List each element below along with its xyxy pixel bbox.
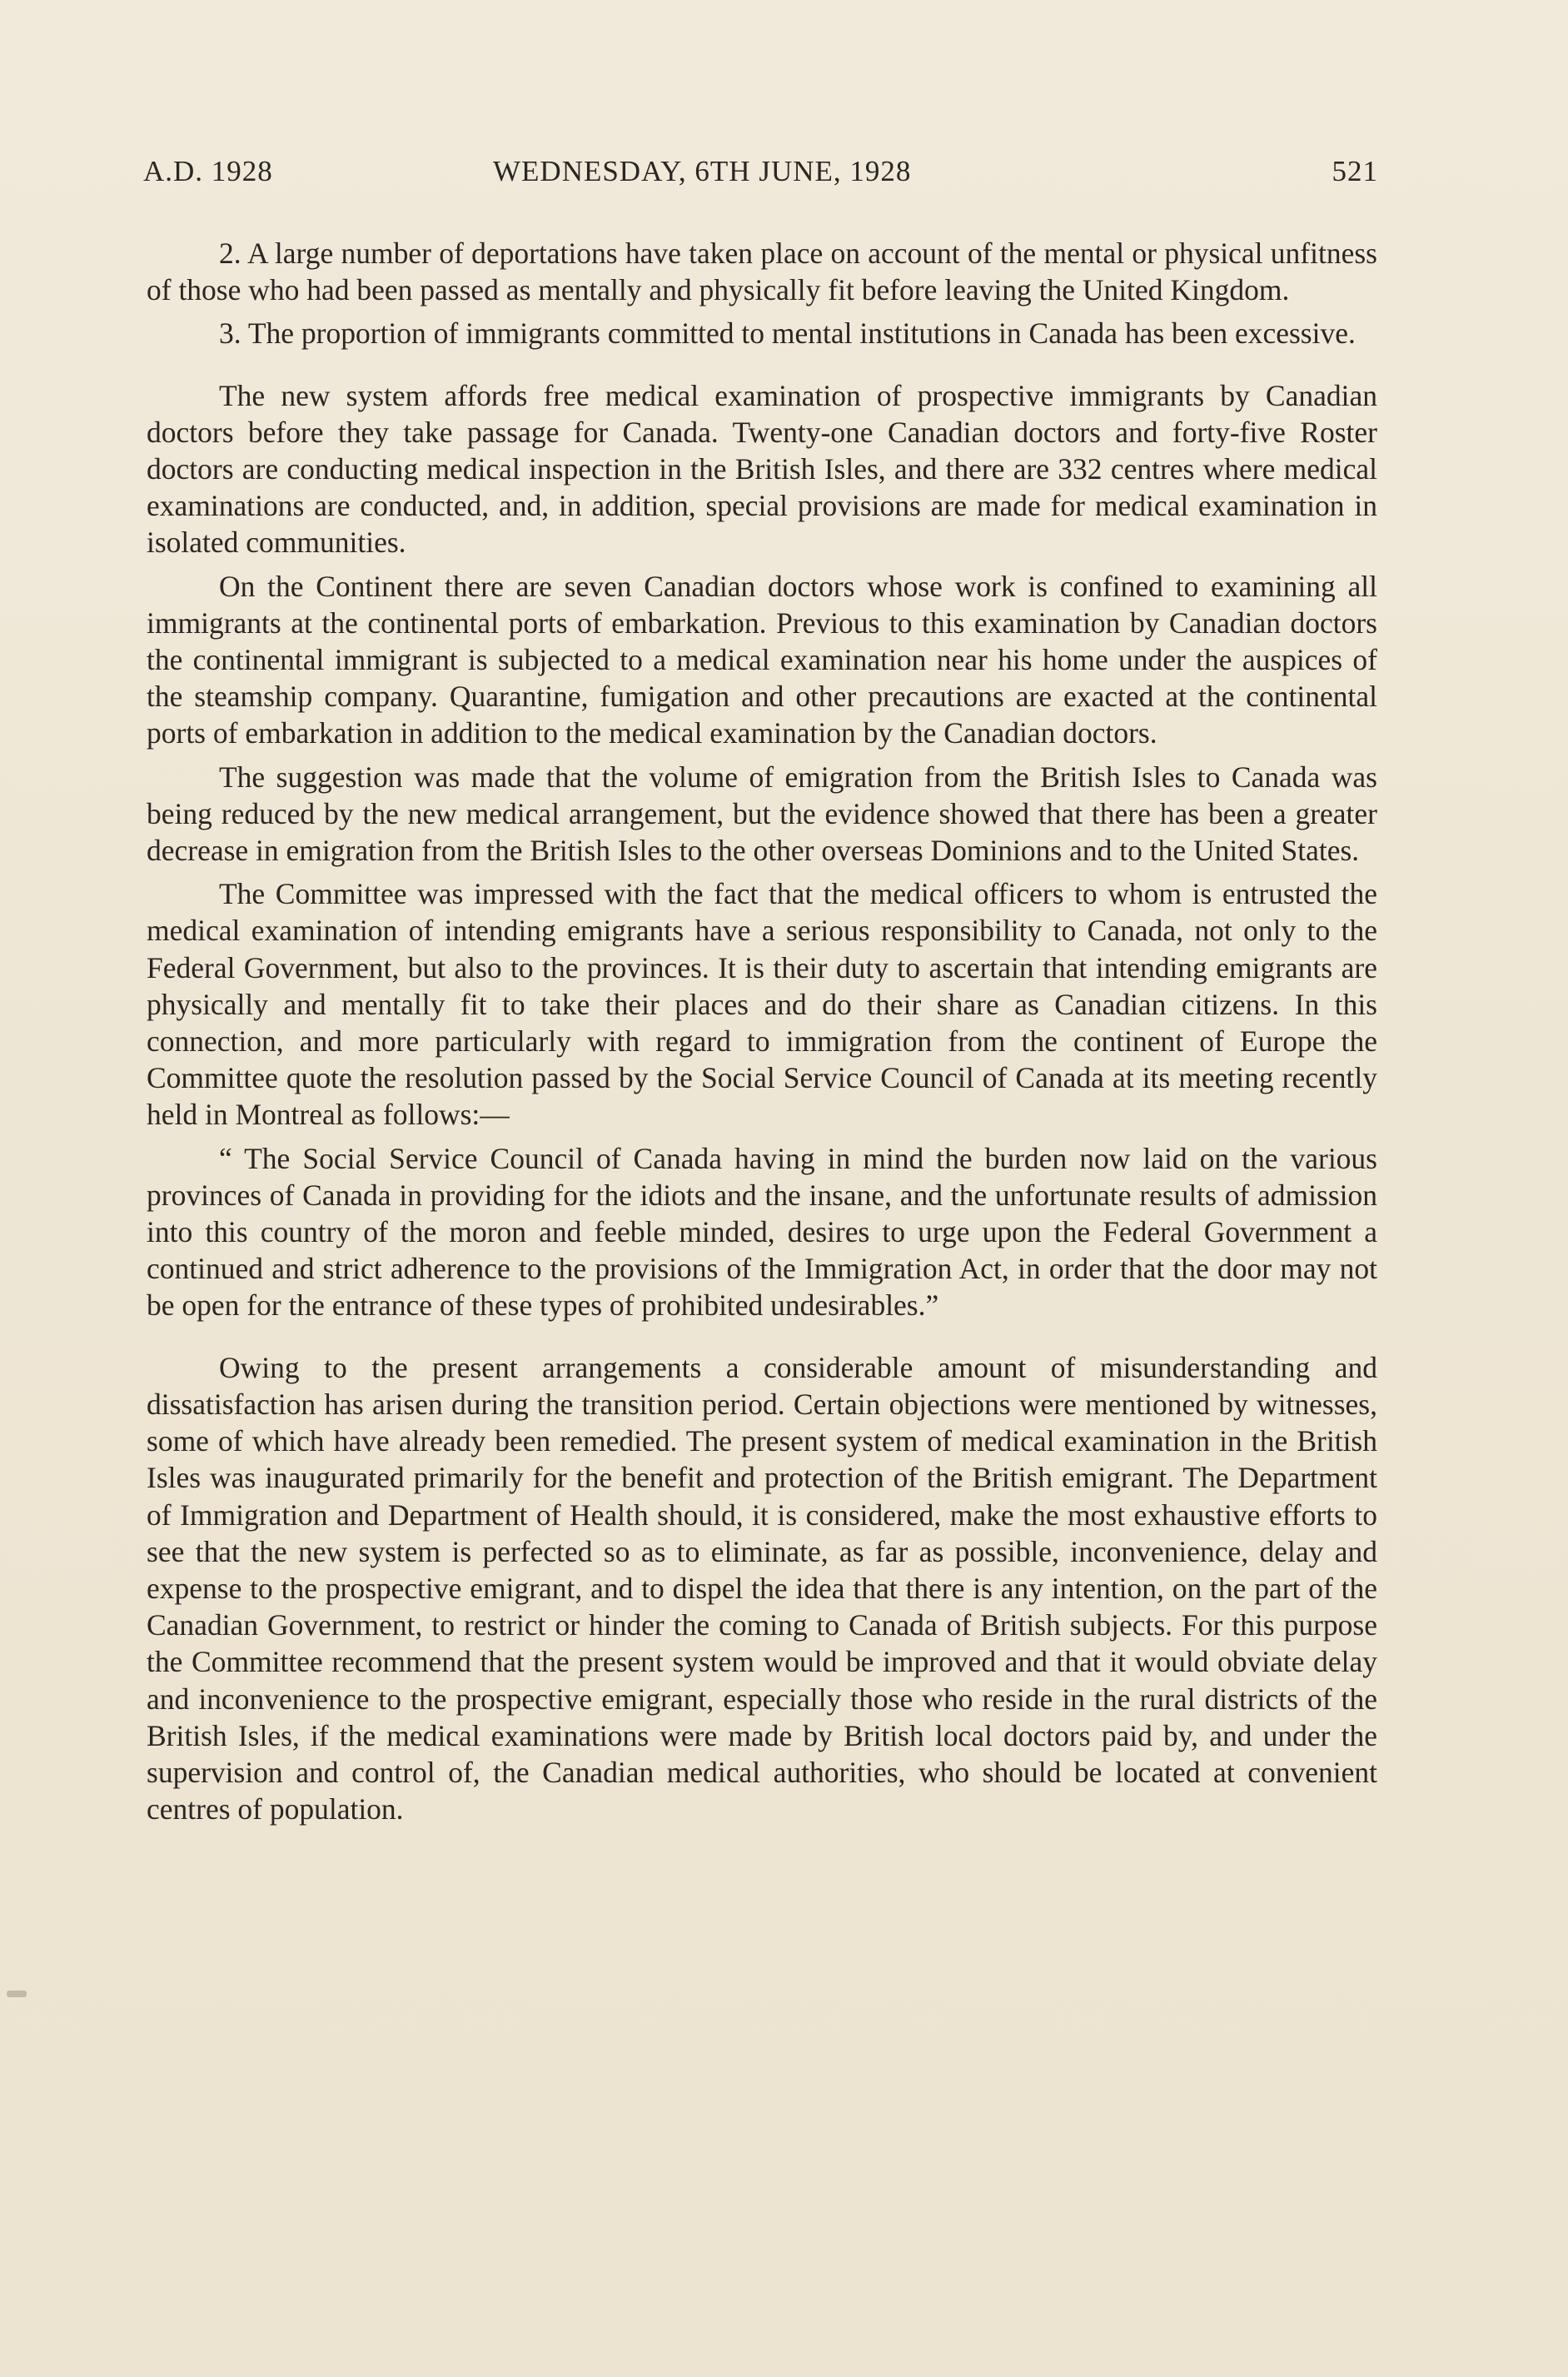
- page-body: [147, 235, 1377, 1834]
- paragraph-new-system: The new system affords free medical examination of prospective immigrants by Canadian doctors before they take passage for Canada. Twenty-one Canadian doctors and forty-five Roster doctors are conducting medical inspection in the British Isles, and there are 332 centres where medical examinations are conducted, and, in addition, special provisions are made for medical examination in isolated communities.: [147, 378, 1377, 560]
- header-year: A.D. 1928: [143, 155, 273, 187]
- paragraph-continent: On the Continent there are seven Canadian doctors whose work is confined to examining all immigrants at the continental ports of embarkation. Previous to this examination by Canadian doctors the continental immigrant is subjected to a medical examination near his home under the auspices of the steamship company. Quarantine, fumigation and other precautions are exacted at the continental ports of embarkation in addition to the medical examination by the Canadian doctors.: [147, 569, 1377, 750]
- paragraph-arrangements: Owing to the present arrangements a considerable amount of misunderstanding and dissatisfaction has arisen during the transition period. Certain objections were mentioned by witnesses, some of which have already been remedied. The present system of medical examination in the British Isles was inaugurated primarily for the benefit and protection of the British emigrant. The Department of Immigration and Department of Health should, it is considered, make the most exhaustive efforts to see that the new system is perfected so as to eliminate, as far as possible, inconvenience, delay and expense to the prospective emigrant, and to dispel the idea that there is any intention, on the part of the Canadian Government, to restrict or hinder the coming to Canada of British subjects. For this purpose the Committee recommend that the present system would be improved and that it would obviate delay and inconvenience to the prospective emigrant, especially those who reside in the rural districts of the British Isles, if the medical examinations were made by British local doctors paid by, and under the supervision and control of, the Canadian medical authorities, who should be located at convenient centres of population.: [147, 1350, 1377, 1826]
- paragraph-quotation: “ The Social Service Council of Canada having in mind the burden now laid on the various provinces of Canada in providing for the idiots and the insane, and the unfortunate results of admission into this country of the moron and feeble minded, desires to urge upon the Federal Government a continued and strict adherence to the provisions of the Immigration Act, in order that the door may not be open for the entrance of these types of prohibited undesirables.”: [147, 1141, 1377, 1323]
- paragraph-committee: The Committee was impressed with the fact that the medical officers to whom is entrusted the medical examination of intending emigrants have a serious responsibility to Canada, not only to the Federal Government, but also to the provinces. It is their duty to ascertain that intending emigrants are physically and mentally fit to take their places and do their share as Canadian citizens. In this connection, and more particularly with regard to immigration from the continent of Europe the Committee quote the resolution passed by the Social Service Council of Canada at its meeting recently held in Montreal as follows:—: [147, 877, 1377, 1132]
- header-date: WEDNESDAY, 6TH JUNE, 1928: [493, 155, 912, 187]
- margin-mark: [7, 1991, 27, 1997]
- paragraph-suggestion: The suggestion was made that the volume of emigration from the British Isles to Canada was being reduced by the new medical arrangement, but the evidence showed that there has been a greater decrease in emigration from the British Isles to the other overseas Dominions and to the United States.: [147, 760, 1377, 868]
- paragraph-point-2: 2. A large number of deportations have taken place on account of the mental or physical unfitness of those who had been passed as mentally and physically fit before leaving the United Kingdom.: [147, 237, 1377, 307]
- paragraph-point-3: 3. The proportion of immigrants committed to mental institutions in Canada has been excessive.: [219, 316, 1356, 351]
- page-header: [143, 155, 1378, 195]
- page-number: 521: [1332, 155, 1378, 187]
